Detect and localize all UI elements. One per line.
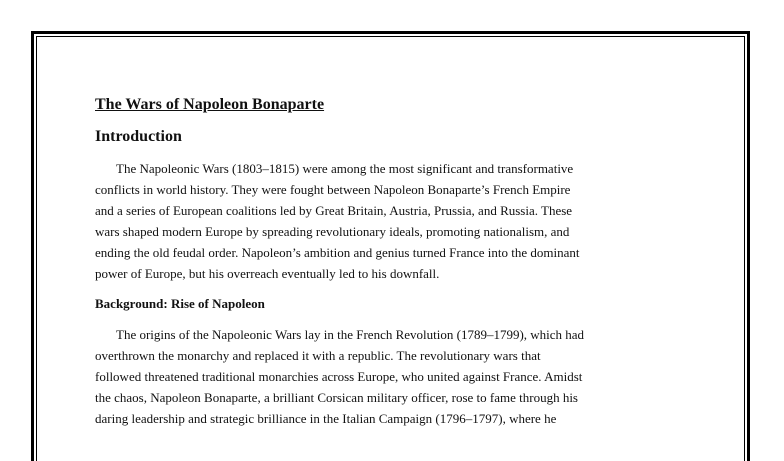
paragraph-line: conflicts in world history. They were fought between Napoleon Bonaparte’s French Empire bbox=[95, 182, 571, 197]
section-heading-background: Background: Rise of Napoleon bbox=[95, 296, 265, 311]
section-heading-introduction: Introduction bbox=[95, 128, 182, 145]
paragraph-line: followed threatened traditional monarchies across Europe, who united against France. Amidst bbox=[95, 369, 583, 384]
document-title: The Wars of Napoleon Bonaparte bbox=[95, 96, 325, 113]
paragraph-line: overthrown the monarchy and replaced it with a republic. The revolutionary wars that bbox=[95, 348, 541, 363]
background-paragraph bbox=[95, 324, 691, 429]
paragraph-line: ending the old feudal order. Napoleon’s ambition and genius turned France into the dominant bbox=[95, 245, 580, 260]
paragraph-line: daring leadership and strategic brilliance in the Italian Campaign (1796–1797), where he bbox=[95, 411, 557, 426]
document-body bbox=[95, 94, 691, 429]
page-border-inner-left bbox=[36, 36, 37, 461]
paragraph-line: power of Europe, but his overreach eventually led to his downfall. bbox=[95, 266, 440, 281]
paragraph-line: wars shaped modern Europe by spreading revolutionary ideals, promoting nationalism, and bbox=[95, 224, 570, 239]
introduction-paragraph bbox=[95, 158, 691, 284]
page-border-inner-top bbox=[37, 36, 744, 37]
paragraph-line: the chaos, Napoleon Bonaparte, a brilliant Corsican military officer, rose to fame through his bbox=[95, 390, 578, 405]
paragraph-line: The origins of the Napoleonic Wars lay in the French Revolution (1789–1799), which had bbox=[116, 327, 585, 342]
paragraph-line: and a series of European coalitions led by Great Britain, Austria, Prussia, and Russia. These bbox=[95, 203, 573, 218]
paragraph-line: The Napoleonic Wars (1803–1815) were among the most significant and transformative bbox=[116, 161, 574, 176]
page-border-inner-right bbox=[744, 36, 745, 461]
